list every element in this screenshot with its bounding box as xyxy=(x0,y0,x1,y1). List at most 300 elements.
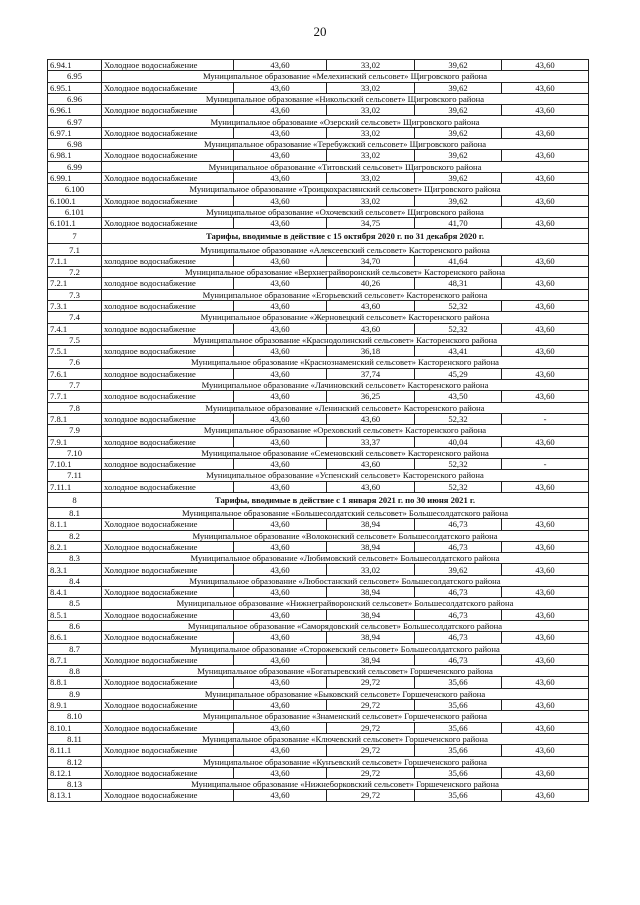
municipality-row xyxy=(48,71,589,82)
table-row xyxy=(48,767,589,778)
service-name: Холодное водоснабжение xyxy=(102,767,234,778)
table-row xyxy=(48,609,589,620)
municipality-name: Муниципальное образование «Богатыревский сельсовет» Горшеченского района xyxy=(102,666,589,677)
municipality-name: Муниципальное образование «Волоконский сельсовет» Большесолдатского района xyxy=(102,530,589,541)
tariff-value-4: 43,60 xyxy=(502,195,589,206)
tariff-value-3: 46,73 xyxy=(415,609,502,620)
table-row xyxy=(48,519,589,530)
municipality-row xyxy=(48,267,589,278)
row-code: 7.4 xyxy=(48,312,102,323)
tariff-value-2: 33,37 xyxy=(327,436,415,447)
tariff-value-3: 43,41 xyxy=(415,346,502,357)
tariff-value-1: 43,60 xyxy=(234,700,327,711)
service-name: Холодное водоснабжение xyxy=(102,722,234,733)
municipality-row xyxy=(48,643,589,654)
service-name: Холодное водоснабжение xyxy=(102,564,234,575)
tariff-value-3: 39,62 xyxy=(415,564,502,575)
tariff-value-3: 35,66 xyxy=(415,745,502,756)
row-code: 7.7 xyxy=(48,380,102,391)
tariff-value-1: 43,60 xyxy=(234,587,327,598)
service-name: Холодное водоснабжение xyxy=(102,632,234,643)
tariff-value-1: 43,60 xyxy=(234,195,327,206)
municipality-name: Муниципальное образование «Лачиновский сельсовет» Касторенского района xyxy=(102,380,589,391)
table-row xyxy=(48,346,589,357)
tariff-value-3: 52,32 xyxy=(415,323,502,334)
tariff-value-4: 43,60 xyxy=(502,368,589,379)
service-name: холодное водоснабжение xyxy=(102,436,234,447)
table-row xyxy=(48,745,589,756)
tariff-value-4: 43,60 xyxy=(502,278,589,289)
service-name: холодное водоснабжение xyxy=(102,323,234,334)
municipality-row xyxy=(48,206,589,217)
service-name: Холодное водоснабжение xyxy=(102,218,234,229)
tariff-value-4: 43,60 xyxy=(502,790,589,801)
tariff-value-1: 43,60 xyxy=(234,519,327,530)
tariff-value-3: 35,66 xyxy=(415,767,502,778)
row-code: 8.12.1 xyxy=(48,767,102,778)
service-name: Холодное водоснабжение xyxy=(102,519,234,530)
tariff-value-4: 43,60 xyxy=(502,218,589,229)
table-row xyxy=(48,391,589,402)
tariff-value-1: 43,60 xyxy=(234,278,327,289)
row-code: 7.10.1 xyxy=(48,459,102,470)
municipality-row xyxy=(48,575,589,586)
service-name: холодное водоснабжение xyxy=(102,368,234,379)
section-heading: Тарифы, вводимые в действие с 15 октября 2020 г. по 31 декабря 2020 г. xyxy=(102,229,589,244)
service-name: Холодное водоснабжение xyxy=(102,150,234,161)
tariff-value-2: 38,94 xyxy=(327,541,415,552)
table-row xyxy=(48,654,589,665)
tariff-value-4: 43,60 xyxy=(502,767,589,778)
tariff-value-3: 46,73 xyxy=(415,587,502,598)
municipality-row xyxy=(48,733,589,744)
row-code: 7.11.1 xyxy=(48,481,102,492)
tariff-value-1: 43,60 xyxy=(234,172,327,183)
tariff-value-3: 52,32 xyxy=(415,413,502,424)
row-code: 8.3.1 xyxy=(48,564,102,575)
tariff-value-3: 46,73 xyxy=(415,632,502,643)
service-name: Холодное водоснабжение xyxy=(102,541,234,552)
tariff-value-3: 46,73 xyxy=(415,519,502,530)
tariff-value-3: 52,32 xyxy=(415,300,502,311)
municipality-name: Муниципальное образование «Мелехинский сельсовет» Щигровского района xyxy=(102,71,589,82)
tariff-value-1: 43,60 xyxy=(234,82,327,93)
row-code: 8.4 xyxy=(48,575,102,586)
row-code: 6.100.1 xyxy=(48,195,102,206)
tariff-value-2: 33,02 xyxy=(327,150,415,161)
tariff-value-2: 29,72 xyxy=(327,790,415,801)
row-code: 6.100 xyxy=(48,184,102,195)
municipality-row xyxy=(48,184,589,195)
tariff-value-1: 43,60 xyxy=(234,767,327,778)
tariff-value-3: 41,70 xyxy=(415,218,502,229)
row-code: 6.98 xyxy=(48,139,102,150)
service-name: Холодное водоснабжение xyxy=(102,654,234,665)
tariff-value-3: 35,66 xyxy=(415,722,502,733)
tariff-table xyxy=(47,59,589,802)
municipality-row xyxy=(48,711,589,722)
service-name: Холодное водоснабжение xyxy=(102,700,234,711)
tariff-value-3: 39,62 xyxy=(415,195,502,206)
tariff-value-2: 29,72 xyxy=(327,700,415,711)
tariff-value-4: 43,60 xyxy=(502,323,589,334)
row-code: 7.3 xyxy=(48,289,102,300)
table-row xyxy=(48,323,589,334)
tariff-value-3: 39,62 xyxy=(415,82,502,93)
tariff-value-3: 39,62 xyxy=(415,150,502,161)
table-row xyxy=(48,700,589,711)
row-code: 7.5 xyxy=(48,334,102,345)
municipality-name: Муниципальное образование «Ключевский сельсовет» Горшеченского района xyxy=(102,733,589,744)
tariff-value-2: 33,02 xyxy=(327,105,415,116)
tariff-value-1: 43,60 xyxy=(234,346,327,357)
service-name: холодное водоснабжение xyxy=(102,278,234,289)
municipality-row xyxy=(48,688,589,699)
tariff-value-1: 43,60 xyxy=(234,677,327,688)
municipality-name: Муниципальное образование «Семеновский сельсовет» Касторенского района xyxy=(102,447,589,458)
row-code: 8.2.1 xyxy=(48,541,102,552)
table-row xyxy=(48,413,589,424)
tariff-value-4: 43,60 xyxy=(502,127,589,138)
row-code: 8.6 xyxy=(48,620,102,631)
service-name: холодное водоснабжение xyxy=(102,391,234,402)
row-code: 8.5.1 xyxy=(48,609,102,620)
row-code: 8.13 xyxy=(48,779,102,790)
service-name: Холодное водоснабжение xyxy=(102,127,234,138)
table-row xyxy=(48,541,589,552)
municipality-name: Муниципальное образование «Краснодолинский сельсовет» Касторенского района xyxy=(102,334,589,345)
row-code: 7.5.1 xyxy=(48,346,102,357)
row-code: 7.6.1 xyxy=(48,368,102,379)
municipality-row xyxy=(48,334,589,345)
tariff-value-2: 29,72 xyxy=(327,767,415,778)
row-code: 8.1.1 xyxy=(48,519,102,530)
tariff-value-4: 43,60 xyxy=(502,255,589,266)
municipality-row xyxy=(48,139,589,150)
tariff-value-2: 33,02 xyxy=(327,564,415,575)
tariff-value-2: 38,94 xyxy=(327,587,415,598)
tariff-value-2: 33,02 xyxy=(327,172,415,183)
row-code: 7.9.1 xyxy=(48,436,102,447)
municipality-name: Муниципальное образование «Троицкохраснянский сельсовет» Щигровского района xyxy=(102,184,589,195)
row-code: 8.3 xyxy=(48,553,102,564)
municipality-row xyxy=(48,666,589,677)
table-row xyxy=(48,436,589,447)
table-row xyxy=(48,632,589,643)
municipality-row xyxy=(48,598,589,609)
row-code: 8.8 xyxy=(48,666,102,677)
municipality-name: Муниципальное образование «Знаменский сельсовет» Горшеченского района xyxy=(102,711,589,722)
municipality-row xyxy=(48,756,589,767)
service-name: Холодное водоснабжение xyxy=(102,790,234,801)
municipality-name: Муниципальное образование «Саморядовский сельсовет» Большесолдатского района xyxy=(102,620,589,631)
service-name: Холодное водоснабжение xyxy=(102,195,234,206)
tariff-value-2: 29,72 xyxy=(327,677,415,688)
row-code: 7.6 xyxy=(48,357,102,368)
municipality-name: Муниципальное образование «Жерновецкий сельсовет» Касторенского района xyxy=(102,312,589,323)
row-code: 7.2 xyxy=(48,267,102,278)
row-code: 6.99 xyxy=(48,161,102,172)
tariff-value-1: 43,60 xyxy=(234,127,327,138)
tariff-value-2: 29,72 xyxy=(327,745,415,756)
tariff-value-4: 43,60 xyxy=(502,609,589,620)
tariff-value-3: 48,31 xyxy=(415,278,502,289)
row-code: 8.9 xyxy=(48,688,102,699)
tariff-value-4: 43,60 xyxy=(502,105,589,116)
tariff-value-2: 38,94 xyxy=(327,609,415,620)
table-row xyxy=(48,150,589,161)
municipality-name: Муниципальное образование «Охочевский сельсовет» Щигровского района xyxy=(102,206,589,217)
table-row xyxy=(48,60,589,71)
tariff-value-4: 43,60 xyxy=(502,654,589,665)
tariff-value-4: 43,60 xyxy=(502,632,589,643)
row-code: 6.96 xyxy=(48,93,102,104)
table-row xyxy=(48,127,589,138)
row-code: 7.7.1 xyxy=(48,391,102,402)
municipality-name: Муниципальное образование «Быковский сельсовет» Горшеченского района xyxy=(102,688,589,699)
tariff-table-body xyxy=(48,60,589,802)
row-code: 7.4.1 xyxy=(48,323,102,334)
tariff-value-1: 43,60 xyxy=(234,255,327,266)
tariff-value-2: 43,60 xyxy=(327,300,415,311)
tariff-value-2: 33,02 xyxy=(327,60,415,71)
tariff-value-1: 43,60 xyxy=(234,323,327,334)
municipality-name: Муниципальное образование «Верхнеграйворонский сельсовет» Касторенского района xyxy=(102,267,589,278)
service-name: холодное водоснабжение xyxy=(102,413,234,424)
municipality-row xyxy=(48,779,589,790)
row-code: 8.2 xyxy=(48,530,102,541)
row-code: 8.11.1 xyxy=(48,745,102,756)
section-heading-row xyxy=(48,229,589,244)
tariff-value-3: 46,73 xyxy=(415,654,502,665)
service-name: Холодное водоснабжение xyxy=(102,745,234,756)
tariff-value-3: 35,66 xyxy=(415,677,502,688)
municipality-row xyxy=(48,116,589,127)
municipality-row xyxy=(48,530,589,541)
municipality-row xyxy=(48,93,589,104)
service-name: Холодное водоснабжение xyxy=(102,82,234,93)
tariff-value-4: 43,60 xyxy=(502,60,589,71)
tariff-value-4: 43,60 xyxy=(502,722,589,733)
tariff-value-4: 43,60 xyxy=(502,481,589,492)
tariff-value-4: 43,60 xyxy=(502,82,589,93)
row-code: 7.9 xyxy=(48,425,102,436)
tariff-value-4: 43,60 xyxy=(502,436,589,447)
table-row xyxy=(48,105,589,116)
tariff-value-1: 43,60 xyxy=(234,105,327,116)
municipality-row xyxy=(48,289,589,300)
municipality-row xyxy=(48,244,589,255)
row-code: 6.101.1 xyxy=(48,218,102,229)
row-code: 8.10 xyxy=(48,711,102,722)
municipality-row xyxy=(48,553,589,564)
municipality-name: Муниципальное образование «Большесолдатский сельсовет» Большесолдатского района xyxy=(102,507,589,518)
table-row xyxy=(48,368,589,379)
municipality-name: Муниципальное образование «Егорьевский сельсовет» Касторенского района xyxy=(102,289,589,300)
section-number: 8 xyxy=(48,492,102,507)
row-code: 8.7 xyxy=(48,643,102,654)
service-name: холодное водоснабжение xyxy=(102,255,234,266)
table-row xyxy=(48,82,589,93)
row-code: 8.7.1 xyxy=(48,654,102,665)
tariff-value-4: 43,60 xyxy=(502,541,589,552)
tariff-value-1: 43,60 xyxy=(234,609,327,620)
municipality-row xyxy=(48,425,589,436)
municipality-name: Муниципальное образование «Нижнеборковский сельсовет» Горшеченского района xyxy=(102,779,589,790)
section-heading-row xyxy=(48,492,589,507)
municipality-row xyxy=(48,507,589,518)
tariff-value-4: 43,60 xyxy=(502,346,589,357)
tariff-value-2: 34,70 xyxy=(327,255,415,266)
tariff-value-3: 43,50 xyxy=(415,391,502,402)
tariff-value-4: - xyxy=(502,459,589,470)
row-code: 6.99.1 xyxy=(48,172,102,183)
municipality-name: Муниципальное образование «Озерский сельсовет» Щигровского района xyxy=(102,116,589,127)
tariff-value-2: 38,94 xyxy=(327,654,415,665)
table-row xyxy=(48,481,589,492)
row-code: 8.5 xyxy=(48,598,102,609)
row-code: 6.96.1 xyxy=(48,105,102,116)
row-code: 8.4.1 xyxy=(48,587,102,598)
municipality-name: Муниципальное образование «Ленинский сельсовет» Касторенского района xyxy=(102,402,589,413)
tariff-value-4: 43,60 xyxy=(502,150,589,161)
row-code: 6.95 xyxy=(48,71,102,82)
row-code: 8.9.1 xyxy=(48,700,102,711)
tariff-value-2: 38,94 xyxy=(327,519,415,530)
tariff-value-1: 43,60 xyxy=(234,654,327,665)
tariff-value-2: 38,94 xyxy=(327,632,415,643)
row-code: 7.11 xyxy=(48,470,102,481)
row-code: 8.11 xyxy=(48,733,102,744)
row-code: 7.8 xyxy=(48,402,102,413)
row-code: 8.10.1 xyxy=(48,722,102,733)
tariff-value-3: 35,66 xyxy=(415,700,502,711)
service-name: холодное водоснабжение xyxy=(102,300,234,311)
table-row xyxy=(48,459,589,470)
tariff-value-4: 43,60 xyxy=(502,587,589,598)
row-code: 7.1 xyxy=(48,244,102,255)
tariff-value-2: 33,02 xyxy=(327,82,415,93)
service-name: холодное водоснабжение xyxy=(102,346,234,357)
table-row xyxy=(48,300,589,311)
municipality-row xyxy=(48,402,589,413)
tariff-value-3: 52,32 xyxy=(415,459,502,470)
municipality-name: Муниципальное образование «Никольский сельсовет» Щигровского района xyxy=(102,93,589,104)
tariff-value-2: 36,18 xyxy=(327,346,415,357)
municipality-name: Муниципальное образование «Успенский сельсовет» Касторенского района xyxy=(102,470,589,481)
tariff-value-3: 39,62 xyxy=(415,172,502,183)
table-row xyxy=(48,677,589,688)
tariff-value-3: 45,29 xyxy=(415,368,502,379)
tariff-value-1: 43,60 xyxy=(234,368,327,379)
municipality-row xyxy=(48,357,589,368)
tariff-value-3: 39,62 xyxy=(415,60,502,71)
municipality-name: Муниципальное образование «Теребужский сельсовет» Щигровского района xyxy=(102,139,589,150)
tariff-value-4: 43,60 xyxy=(502,300,589,311)
tariff-value-2: 43,60 xyxy=(327,481,415,492)
tariff-value-1: 43,60 xyxy=(234,564,327,575)
service-name: Холодное водоснабжение xyxy=(102,677,234,688)
tariff-value-4: 43,60 xyxy=(502,745,589,756)
municipality-row xyxy=(48,312,589,323)
tariff-value-1: 43,60 xyxy=(234,60,327,71)
municipality-row xyxy=(48,380,589,391)
tariff-value-2: 43,60 xyxy=(327,459,415,470)
municipality-name: Муниципальное образование «Ореховский сельсовет» Касторенского района xyxy=(102,425,589,436)
tariff-value-2: 34,75 xyxy=(327,218,415,229)
section-number: 7 xyxy=(48,229,102,244)
table-row xyxy=(48,790,589,801)
tariff-value-1: 43,60 xyxy=(234,481,327,492)
service-name: Холодное водоснабжение xyxy=(102,105,234,116)
tariff-value-4: 43,60 xyxy=(502,700,589,711)
tariff-value-4: 43,60 xyxy=(502,677,589,688)
section-heading: Тарифы, вводимые в действие с 1 января 2021 г. по 30 июня 2021 г. xyxy=(102,492,589,507)
tariff-value-1: 43,60 xyxy=(234,300,327,311)
municipality-name: Муниципальное образование «Нижнеграйворонский сельсовет» Большесолдатского района xyxy=(102,598,589,609)
row-code: 6.94.1 xyxy=(48,60,102,71)
table-row xyxy=(48,195,589,206)
municipality-row xyxy=(48,620,589,631)
tariff-value-4: 43,60 xyxy=(502,519,589,530)
municipality-name: Муниципальное образование «Сторожевский сельсовет» Большесолдатского района xyxy=(102,643,589,654)
row-code: 6.95.1 xyxy=(48,82,102,93)
tariff-value-1: 43,60 xyxy=(234,413,327,424)
tariff-value-1: 43,60 xyxy=(234,436,327,447)
table-row xyxy=(48,278,589,289)
table-row xyxy=(48,722,589,733)
row-code: 8.13.1 xyxy=(48,790,102,801)
row-code: 7.3.1 xyxy=(48,300,102,311)
tariff-value-4: 43,60 xyxy=(502,172,589,183)
tariff-value-1: 43,60 xyxy=(234,391,327,402)
table-row xyxy=(48,218,589,229)
tariff-value-3: 41,64 xyxy=(415,255,502,266)
row-code: 7.10 xyxy=(48,447,102,458)
tariff-value-1: 43,60 xyxy=(234,218,327,229)
table-row xyxy=(48,255,589,266)
service-name: Холодное водоснабжение xyxy=(102,172,234,183)
tariff-value-2: 33,02 xyxy=(327,127,415,138)
page-number: 20 xyxy=(313,24,327,39)
tariff-value-1: 43,60 xyxy=(234,722,327,733)
municipality-name: Муниципальное образование «Кунъевский сельсовет» Горшеченского района xyxy=(102,756,589,767)
tariff-value-3: 52,32 xyxy=(415,481,502,492)
row-code: 6.97.1 xyxy=(48,127,102,138)
tariff-value-4: 43,60 xyxy=(502,564,589,575)
tariff-value-3: 35,66 xyxy=(415,790,502,801)
municipality-row xyxy=(48,470,589,481)
row-code: 7.1.1 xyxy=(48,255,102,266)
municipality-name: Муниципальное образование «Любимовский сельсовет» Большесолдатского района xyxy=(102,553,589,564)
service-name: холодное водоснабжение xyxy=(102,481,234,492)
row-code: 6.98.1 xyxy=(48,150,102,161)
tariff-value-4: - xyxy=(502,413,589,424)
tariff-value-1: 43,60 xyxy=(234,745,327,756)
service-name: холодное водоснабжение xyxy=(102,459,234,470)
tariff-value-4: 43,60 xyxy=(502,391,589,402)
row-code: 7.2.1 xyxy=(48,278,102,289)
table-row xyxy=(48,172,589,183)
municipality-name: Муниципальное образование «Краснознаменский сельсовет» Касторенского района xyxy=(102,357,589,368)
row-code: 6.97 xyxy=(48,116,102,127)
municipality-name: Муниципальное образование «Титовский сельсовет» Щигровского района xyxy=(102,161,589,172)
tariff-value-3: 46,73 xyxy=(415,541,502,552)
municipality-row xyxy=(48,447,589,458)
tariff-value-1: 43,60 xyxy=(234,632,327,643)
service-name: Холодное водоснабжение xyxy=(102,609,234,620)
row-code: 6.101 xyxy=(48,206,102,217)
